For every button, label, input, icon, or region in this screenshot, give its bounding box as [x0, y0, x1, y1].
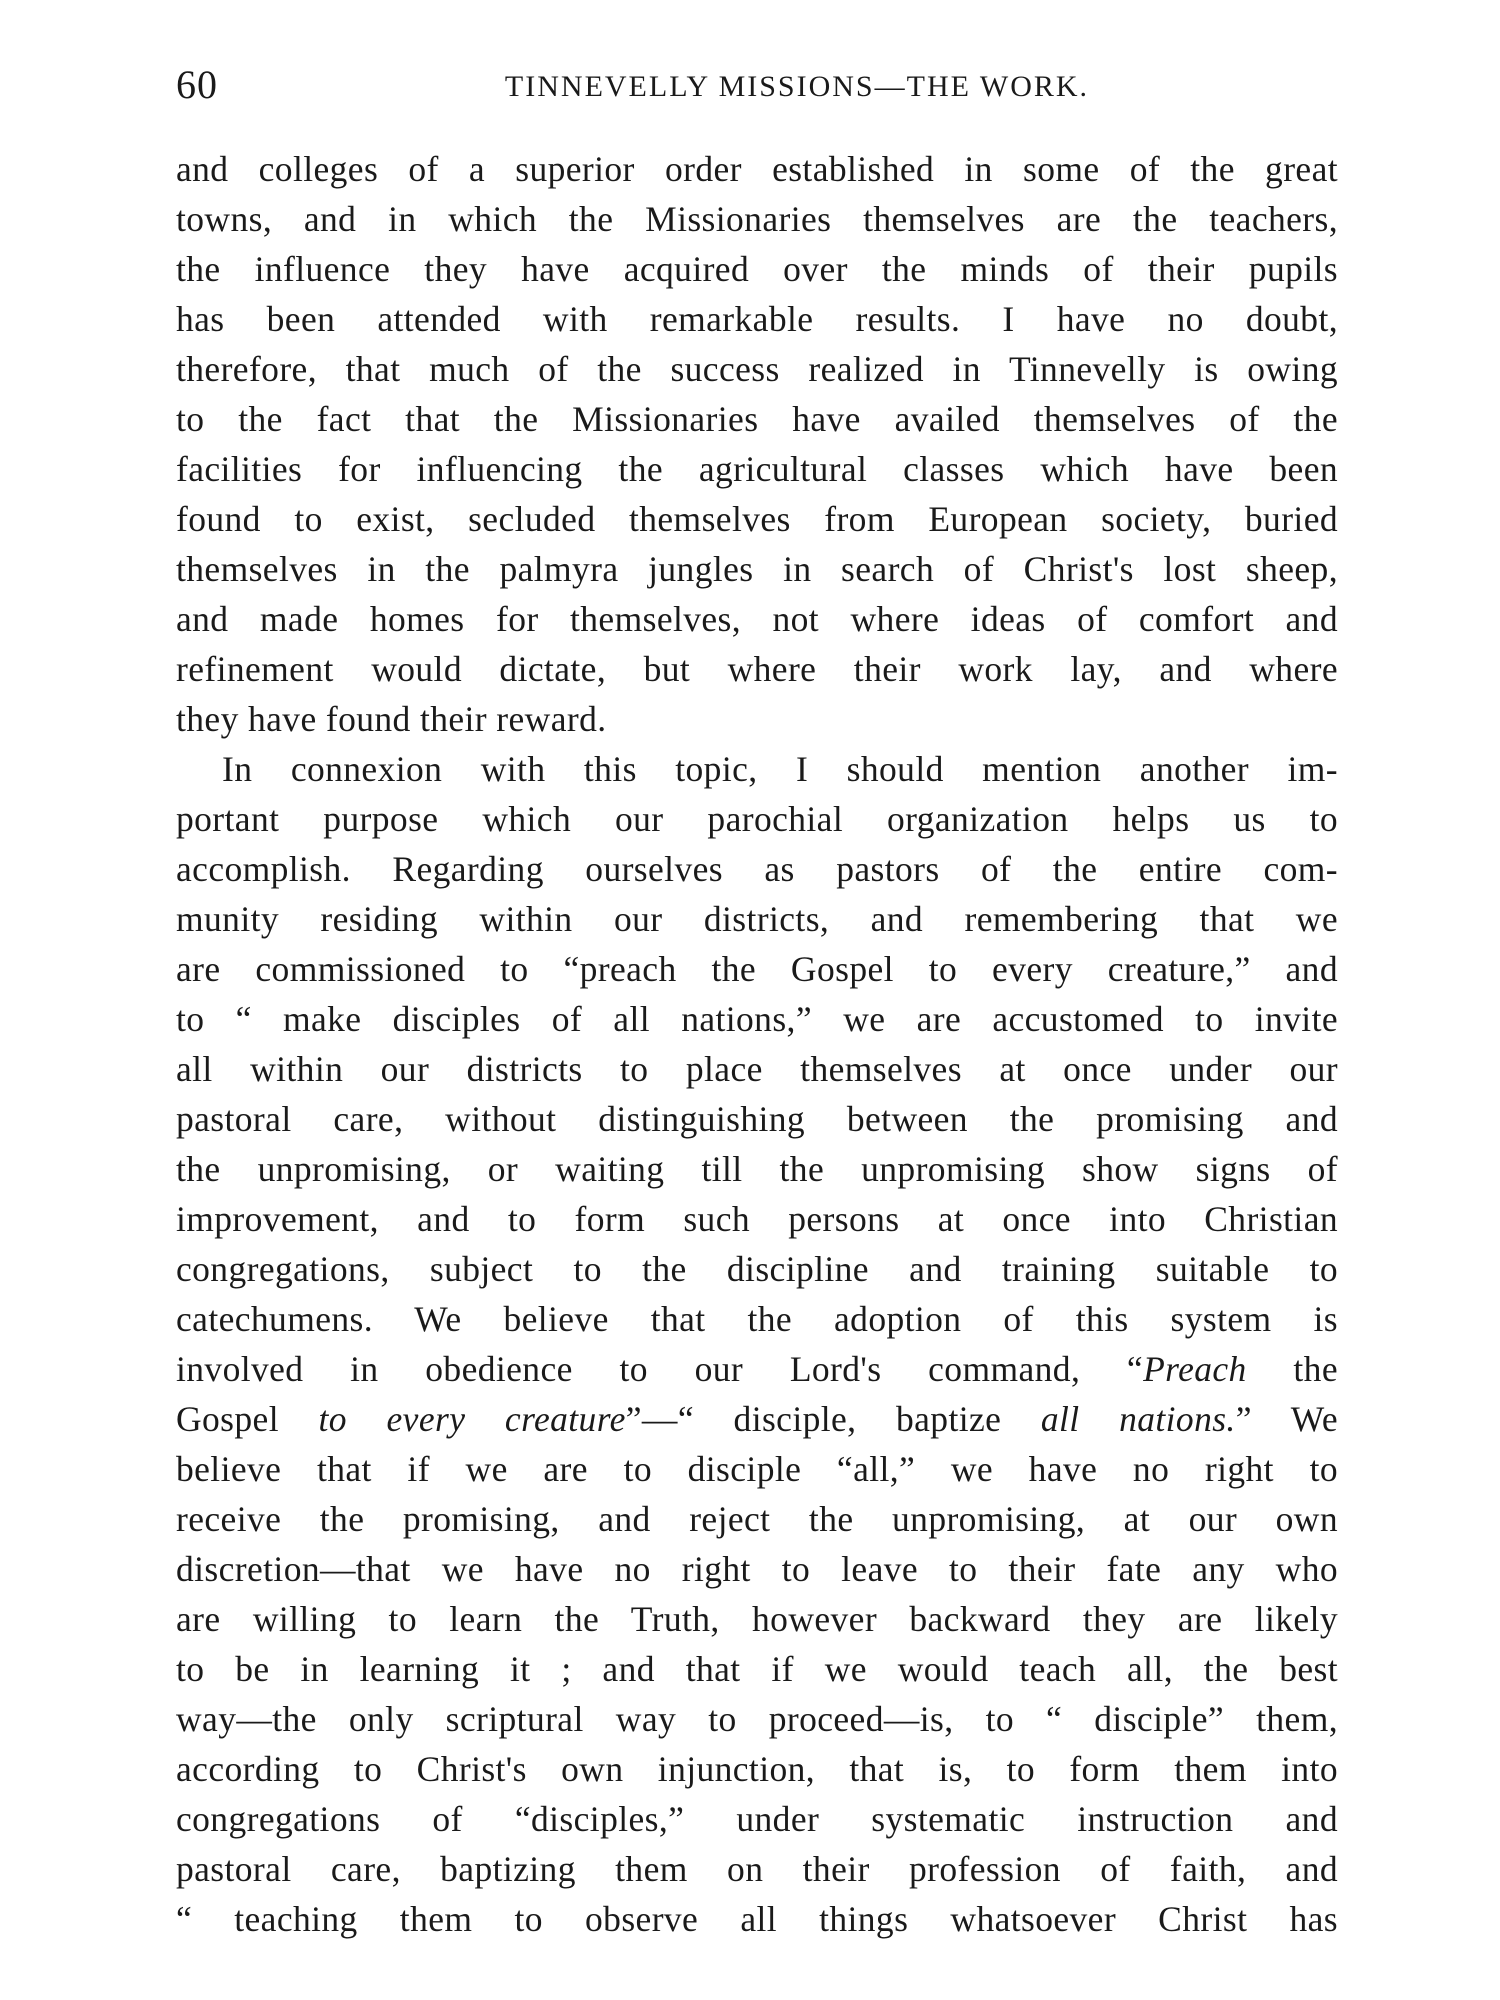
text-segment: ”—“ disciple, baptize [625, 1399, 1041, 1439]
text-line: and made homes for themselves, not where ideas of comfort and [176, 599, 1338, 639]
text-line: way—the only scriptural way to proceed—is, to “ disciple” them, [176, 1699, 1338, 1739]
text-line: all within our districts to place themselves at once under our [176, 1049, 1338, 1089]
body-text [176, 144, 1338, 1944]
italic-text: Preach [1143, 1349, 1247, 1389]
text-line: found to exist, secluded themselves from European society, buried [176, 499, 1338, 539]
text-line: refinement would dictate, but where their work lay, and where [176, 649, 1338, 689]
text-line: therefore, that much of the success realized in Tinnevelly is owing [176, 349, 1338, 389]
text-line: has been attended with remarkable results. I have no doubt, [176, 299, 1338, 339]
page-number: 60 [176, 62, 218, 107]
text-line: In connexion with this topic, I should mention another im- [222, 749, 1338, 789]
text-line: munity residing within our districts, and remembering that we [176, 899, 1338, 939]
text-line [176, 1344, 1338, 1394]
text-line: facilities for influencing the agricultural classes which have been [176, 449, 1338, 489]
text-line: catechumens. We believe that the adoption of this system is [176, 1299, 1338, 1339]
text-line: to the fact that the Missionaries have availed themselves of the [176, 399, 1338, 439]
text-line: themselves in the palmyra jungles in search of Christ's lost sheep, [176, 549, 1338, 589]
text-line: they have found their reward. [176, 699, 607, 739]
text-line: the unpromising, or waiting till the unpromising show signs of [176, 1149, 1338, 1189]
text-line [176, 1394, 1338, 1444]
text-line: pastoral care, without distinguishing between the promising and [176, 1099, 1338, 1139]
text-line: accomplish. Regarding ourselves as pastors of the entire com- [176, 849, 1338, 889]
text-line: believe that if we are to disciple “all,” we have no right to [176, 1449, 1338, 1489]
italic-text: to every creature [318, 1399, 626, 1439]
text-line: “ teaching them to observe all things whatsoever Christ has [176, 1899, 1338, 1939]
text-line: towns, and in which the Missionaries themselves are the teachers, [176, 199, 1338, 239]
text-line: and colleges of a superior order established in some of the great [176, 149, 1338, 189]
text-line: according to Christ's own injunction, that is, to form them into [176, 1749, 1338, 1789]
text-segment: involved in obedience to our Lord's command, “ [176, 1349, 1144, 1389]
text-line: pastoral care, baptizing them on their profession of faith, and [176, 1849, 1338, 1889]
text-segment: Gospel [176, 1399, 319, 1439]
text-segment: ” We [1235, 1399, 1339, 1439]
text-line: congregations of “disciples,” under systematic instruction and [176, 1799, 1338, 1839]
text-line: congregations, subject to the discipline and training suitable to [176, 1249, 1338, 1289]
text-line: the influence they have acquired over the minds of their pupils [176, 249, 1338, 289]
text-line: to “ make disciples of all nations,” we are accustomed to invite [176, 999, 1338, 1039]
text-line: receive the promising, and reject the unpromising, at our own [176, 1499, 1338, 1539]
text-line: to be in learning it ; and that if we would teach all, the best [176, 1649, 1338, 1689]
text-line: discretion—that we have no right to leave to their fate any who [176, 1549, 1338, 1589]
running-title: TINNEVELLY MISSIONS—THE WORK. [504, 70, 1090, 103]
text-segment: the [1246, 1349, 1338, 1389]
text-line: are commissioned to “preach the Gospel to every creature,” and [176, 949, 1338, 989]
text-line: improvement, and to form such persons at once into Christian [176, 1199, 1338, 1239]
text-line: portant purpose which our parochial organization helps us to [176, 799, 1338, 839]
running-head [176, 60, 1338, 110]
text-line: are willing to learn the Truth, however backward they are likely [176, 1599, 1338, 1639]
italic-text: all nations. [1040, 1399, 1236, 1439]
